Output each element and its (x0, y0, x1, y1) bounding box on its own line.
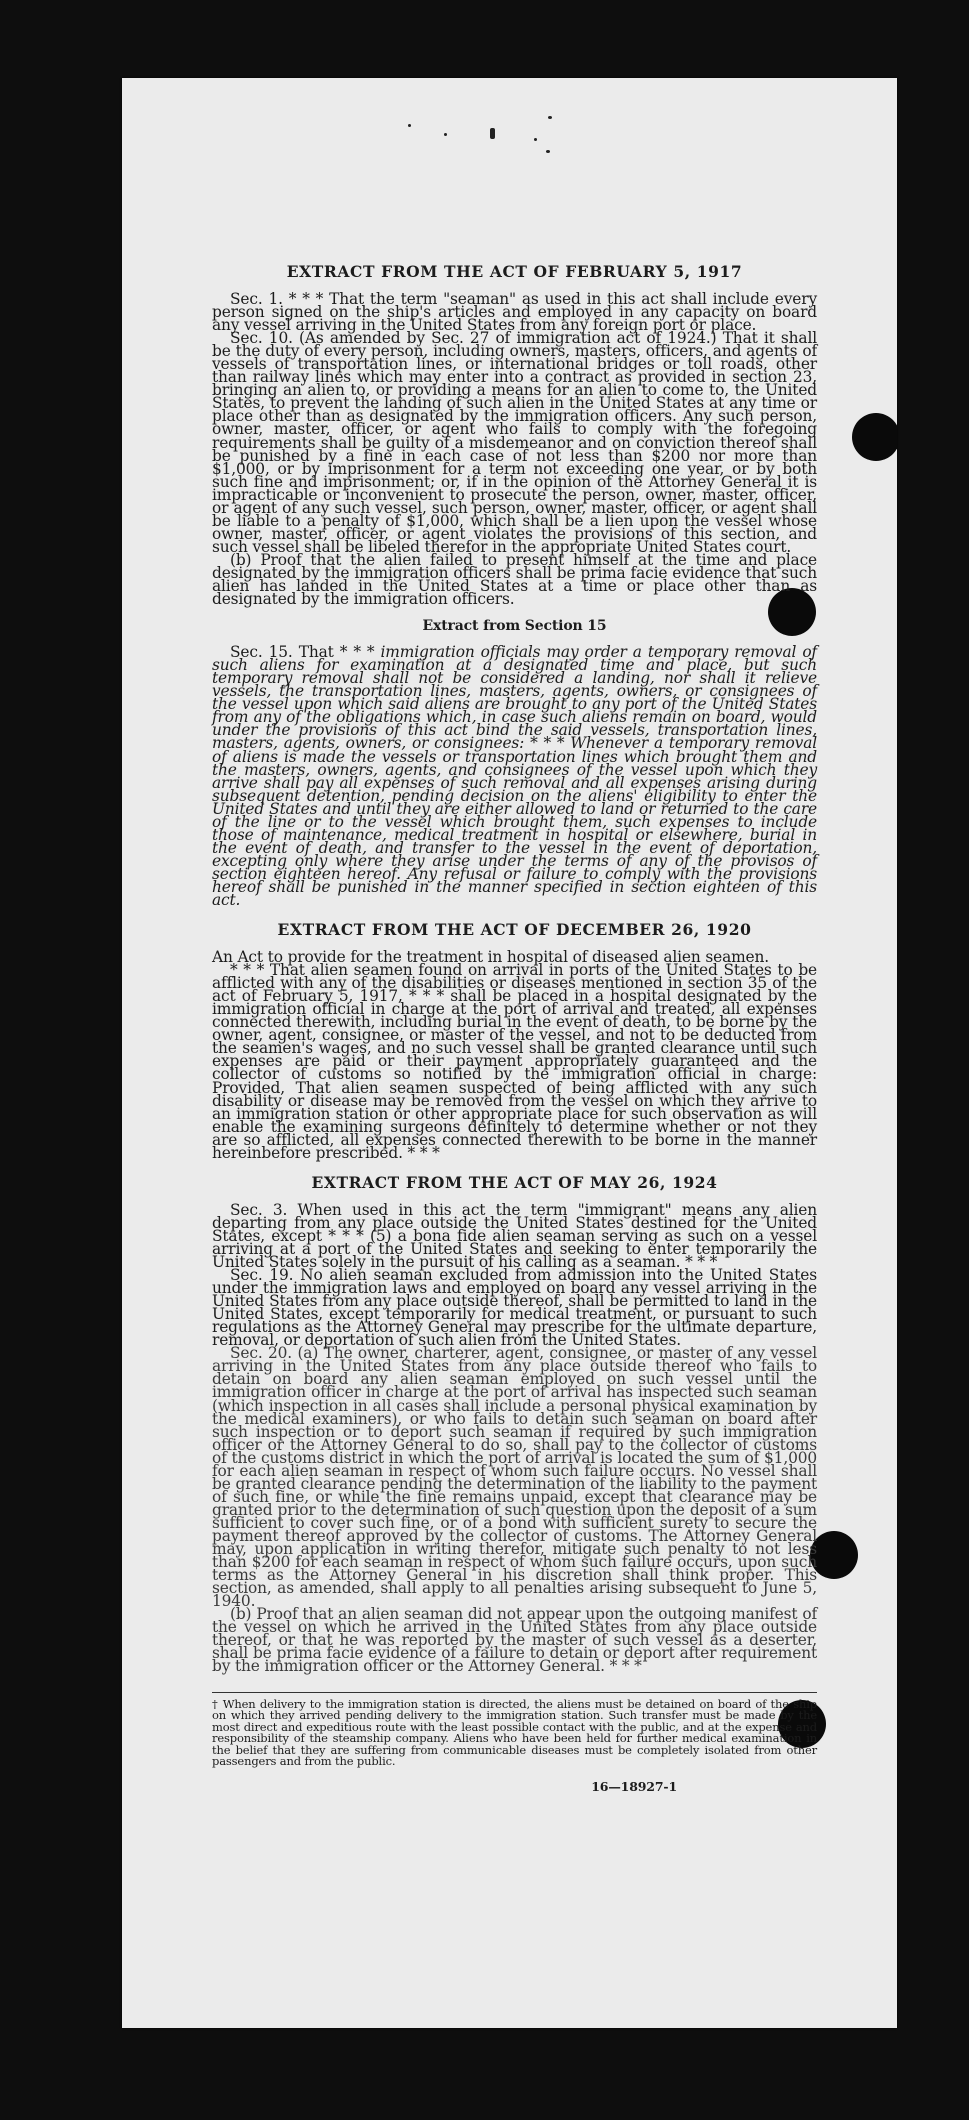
print-mark (548, 116, 552, 119)
paragraph-sec20-b: (b) Proof that an alien seaman did not appear upon the outgoing manifest of the vessel on which he arrived in the United States from any place outside thereof, or that he was reported by the master of such vessel as a deserter, shall be prima facie evidence of a failure to detain or deport after requirement by the immigration officer or the Attorney General. * * * (212, 1605, 817, 1676)
form-number: 16—18927-1 (591, 1779, 677, 1795)
paragraph-act-1920-title: An Act to provide for the treatment in hospital of diseased alien seamen. (212, 948, 770, 967)
print-mark (546, 150, 550, 153)
print-mark (490, 128, 495, 139)
sec15-lead: Sec. 15. That * * * (230, 643, 381, 662)
paragraph-sec10-b: (b) Proof that the alien failed to present himself at the time and place designated by the immigration officers shall be prima facie evidence that such alien has landed in the United States at a time or place other than as designated by the immigration officers. (212, 550, 817, 609)
heading-act-1920: EXTRACT FROM THE ACT OF DECEMBER 26, 1920 (277, 920, 752, 940)
paragraph-sec15 (212, 643, 817, 910)
heading-act-1917: EXTRACT FROM THE ACT OF FEBRUARY 5, 1917 (286, 262, 743, 281)
paragraph-sec19: Sec. 19. No alien seaman excluded from admission into the United States under the immigration laws and employed on board any vessel arriving in the United States from any place outside thereof, shall be permitted to land in the United States, except temporarily for medical treatment, or pursuant to such regulations as the Attorney General may prescribe for the ultimate departure, removal, or deportation of such alien from the United States. (212, 1266, 817, 1350)
heading-act-1924: EXTRACT FROM THE ACT OF MAY 26, 1924 (311, 1172, 718, 1192)
paragraph-sec3: Sec. 3. When used in this act the term "immigrant" means any alien departing from any place outside the United States destined for the United States, except * * * (5) a bona fide alien seaman serving as such on a vessel arriving at a port of the United States and seeking to enter temporarily the United States solely in the pursuit of his calling as a seaman. * * * (212, 1200, 817, 1271)
paragraph-sec1: Sec. 1. * * * That the term "seaman" as used in this act shall include every person signed on the ship's articles and employed in any capacity on board any vessel arriving in the United States from any foreign port or place. (212, 290, 817, 335)
sec15-text: immigration officials may order a temporary removal of such aliens for examination at a designated time and place, but such temporary removal shall not be considered a landing, nor shall it relieve vessels, the transportation lines, masters, agents, owners, or consignees of the vessel upon which said aliens are brought to any port of the United States from any of the obligations which, in case such aliens remain on board, would under the provisions of this act bind the said vessels, transportation lines, masters, agents, owners, or consignees: * * * Whenever a temporary removal of aliens is made the vessels or transportation lines which brought them and the masters, owners, agents, and consignees of the vessel upon which they arrive shall pay all expenses of such removal and all expenses arising during subsequent detention, pending decision on the aliens' eligibility to enter the United States and until they are either allowed to land or returned to the care of the line or to the vessel which brought them, such expenses to include those of maintenance, medical treatment in hospital or elsewhere, burial in the event of death, and transfer to the vessel in the event of deportation, excepting only where they arise under the terms of any of the provisos of section eighteen hereof. Any refusal or failure to comply with the provisions hereof shall be punished in the manner specified in section eighteen of this act. (212, 643, 817, 910)
footnote: † When delivery to the immigration station is directed, the aliens must be detained on board of the ship on which they arrived pending delivery to the immigration station. Such transfer must be made by the most direct and expeditious route with the least possible contact with the public, and at the expense and responsibility of the steamship company. Aliens who have been held for further medical examination in the belief that they are suffering from communicable diseases must be completely isolated from other passengers and from the public. (212, 1692, 817, 1769)
punch-hole-1 (852, 413, 897, 461)
print-mark (534, 138, 537, 141)
heading-section-15: Extract from Section 15 (422, 618, 607, 635)
paragraph-sec20-a: Sec. 20. (a) The owner, charterer, agent, consignee, or master of any vessel arriving in the United States from any place outside thereof who fails to detain on board any alien seaman employed on such vessel until the immigration officer in charge at the port of arrival has inspected such seaman (which inspection in all cases shall include a personal physical examination by the medical examiners), or who fails to detain such seaman on board after such inspection or to deport such seaman if required by such immigration officer or the Attorney General to do so, shall pay to the collector of customs of the customs district in which the port of arrival is located the sum of $1,000 for each alien seaman in respect of whom such failure occurs. No vessel shall be granted clearance pending the determination of the liability to the payment of such fine, or while the fine remains unpaid, except that clearance may be granted prior to the determination of such question upon the deposit of a sum sufficient to cover such fine, or of a bond with sufficient surety to secure the payment thereof approved by the collector of customs. The Attorney General may, upon application in writing therefor, mitigate such penalty to not less than $200 for each seaman in respect of whom such failure occurs, upon such terms as the Attorney General in his discretion shall think proper. This section, as amended, shall apply to all penalties arising subsequent to June 5, 1940. (212, 1344, 817, 1611)
document-page (122, 78, 897, 2028)
print-mark (408, 124, 411, 127)
paragraph-act-1920-body: * * * That alien seamen found on arrival in ports of the United States to be afflicted with any of the disabilities or diseases mentioned in section 35 of the act of February 5, 1917, * * * shall be placed in a hospital designated by the immigration official in charge at the port of arrival and treated, all expenses connected therewith, including burial in the event of death, to be borne by the owner, agent, consignee, or master of the vessel, and not to be deducted from the seamen's wages, and no such vessel shall be granted clearance until such expenses are paid or their payment appropriately guaranteed and the collector of customs so notified by the immigration official in charge: Provided, That alien seamen suspected of being afflicted with any such disability or disease may be removed from the vessel on which they arrive to an immigration station or other appropriate place for such observation as will enable the examining surgeons definitely to determine whether or not they are so afflicted, all expenses connected therewith to be borne in the manner hereinbefore prescribed. * * * (212, 961, 817, 1162)
paragraph-sec10: Sec. 10. (As amended by Sec. 27 of immigration act of 1924.) That it shall be the duty of every person, including owners, masters, officers, and agents of vessels of transportation lines, or international bridges or toll roads, other than railway lines which may enter into a contract as provided in section 23, bringing an alien to, or providing a means for an alien to come to, the United States, to prevent the landing of such alien in the United States at any time or place other than as designated by the immigration officers. Any such person, owner, master, officer, or agent who fails to comply with the foregoing requirements shall be guilty of a misdemeanor and on conviction thereof shall be punished by a fine in each case of not less than $200 nor more than $1,000, or by imprisonment for a term not exceeding one year, or by both such fine and imprisonment; or, if in the opinion of the Attorney General it is impracticable or inconvenient to prosecute the person, owner, master, officer, or agent of any such vessel, such person, owner, master, officer, or agent shall be liable to a penalty of $1,000, which shall be a lien upon the vessel whose owner, master, officer, or agent violates the provisions of this section, and such vessel shall be libeled therefor in the appropriate United States court. (212, 329, 817, 556)
section-15-block (212, 643, 817, 910)
print-mark (444, 133, 447, 136)
document-body (212, 183, 817, 1793)
punch-hole-3 (810, 1531, 858, 1579)
